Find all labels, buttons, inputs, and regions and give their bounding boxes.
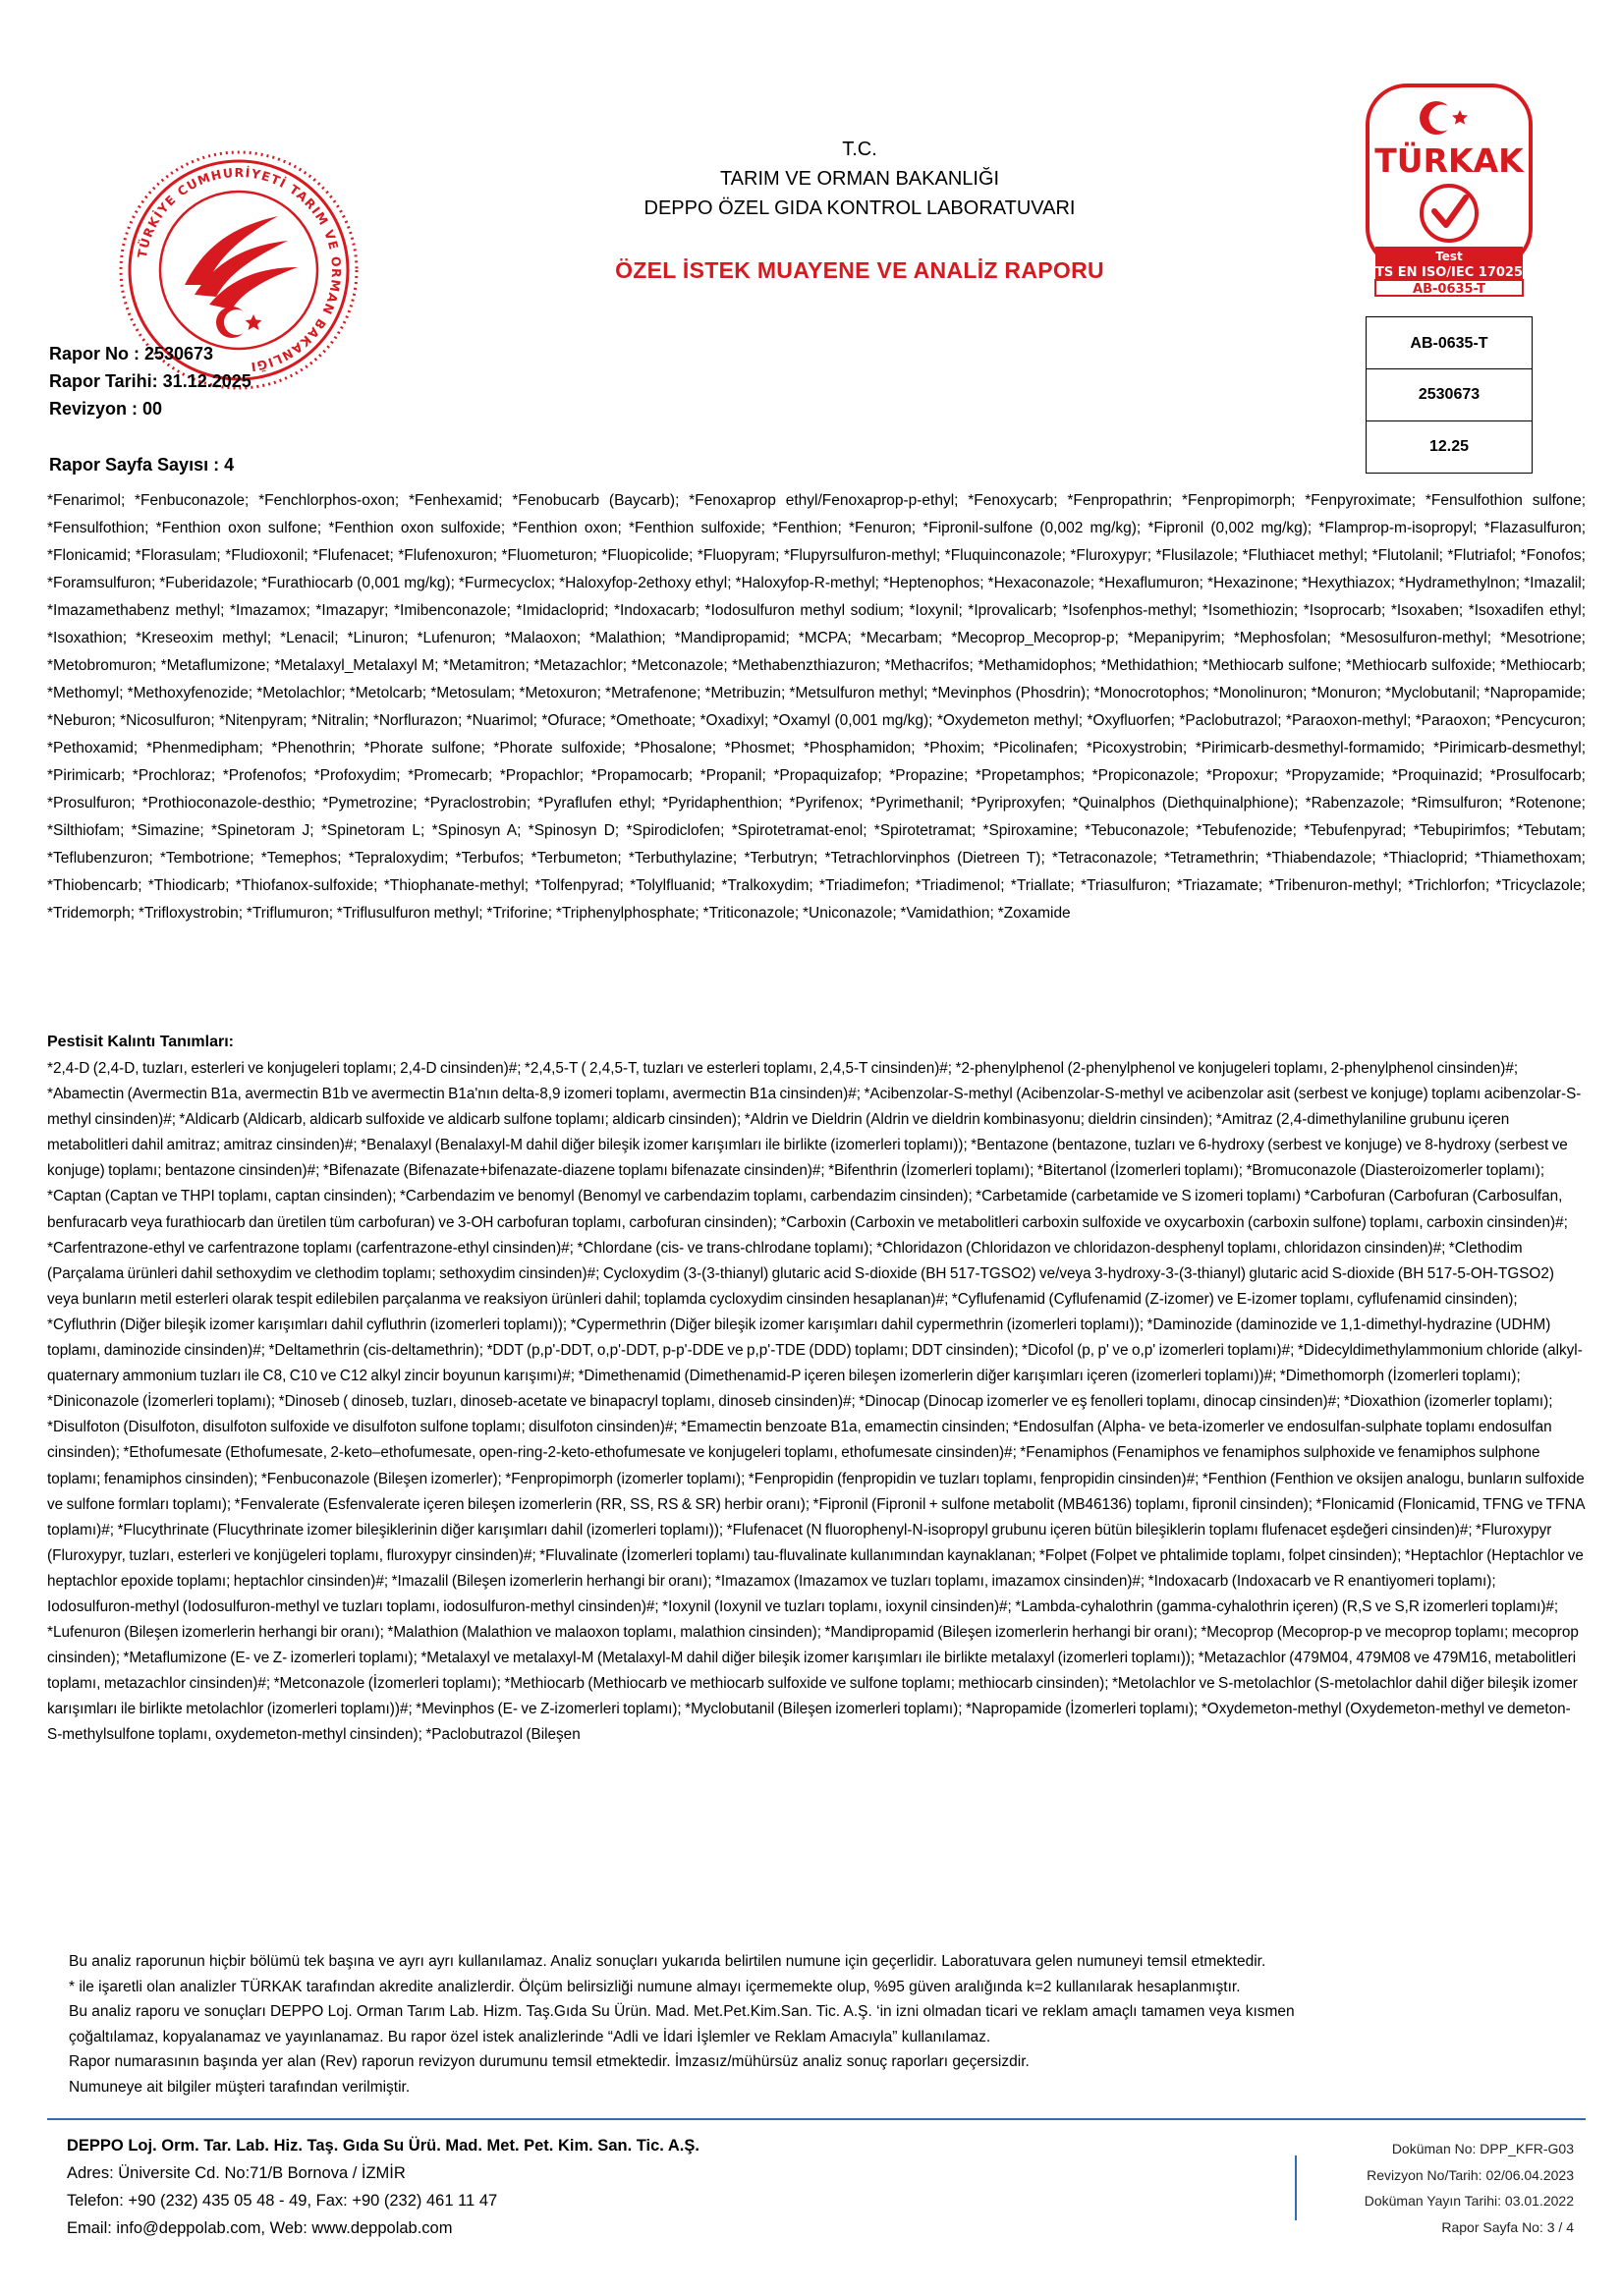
report-notes [69,1949,1582,2100]
footer-address: Adres: Üniversite Cd. No:71/B Bornova / İZMİR [67,2164,406,2182]
svg-text:TS EN ISO/IEC 17025: TS EN ISO/IEC 17025 [1374,265,1524,280]
report-date: Rapor Tarihi: 31.12.2025 [49,371,252,391]
accreditation-code-box: AB-0635-T [1366,316,1533,369]
turkak-accreditation-logo [1366,84,1533,308]
footer-email: Email: info@deppolab.com, Web: www.deppolab.com [67,2219,453,2237]
footer-publish-date: Doküman Yayın Tarihi: 03.01.2022 [1364,2193,1574,2209]
footer-page-number: Rapor Sayfa No: 3 / 4 [1441,2218,1574,2235]
pesticide-list: *Fenarimol; *Fenbuconazole; *Fenchlorphos-oxon; *Fenhexamid; *Fenobucarb (Baycarb); *Fenoxaprop ethyl/Fenoxaprop-p-ethyl; *Fenoxycarb; *Fenpropathrin; *Fenpropimorph; *Fenpyroximate; *Fensulfothion sulfone; *Fensulfothion; *Fenthion oxon sulfone; *Fenthion oxon sulfoxide; *Fenthion oxon; *Fenthion sulfoxide; *Fenthion; *Fenuron; *Fipronil-sulfone (0,002 mg/kg); *Fipronil (0,002 mg/kg); *Flamprop-m-isopropyl; *Flazasulfuron; *Flonicamid; *Florasulam; *Fludioxonil; *Flufenacet; *Flufenoxuron; *Fluometuron; *Fluopicolide; *Fluopyram; *Flupyrsulfuron-methyl; *Fluquinconazole; *Fluroxypyr; *Flusilazole; *Fluthiacet methyl; *Flutolanil; *Flutriafol; *Fonofos; *Foramsulfuron; *Fuberidazole; *Furathiocarb (0,001 mg/kg); *Furmecyclox; *Haloxyfop-2ethoxy ethyl; *Haloxyfop-R-methyl; *Heptenophos; *Hexaconazole; *Hexaflumuron; *Hexazinone; *Hexythiazox; *Hydramethylnon; *Imazalil; *Imazamethabenz methyl; *Imazamox; *Imazapyr; *Imibenconazole; *Imidacloprid; *Indoxacarb; *Iodosulfuron methyl sodium; *Ioxynil; *Iprovalicarb; *Isofenphos-methyl; *Isomethiozin; *Isoprocarb; *Isoxaben; *Isoxadifen ethyl; *Isoxathion; *Kreseoxim methyl; *Lenacil; *Linuron; *Lufenuron; *Malaoxon; *Malathion; *Mandipropamid; *MCPA; *Mecarbam; *Mecoprop_Mecoprop-p; *Mepanipyrim; *Mephosfolan; *Mesosulfuron-methyl; *Mesotrione; *Metobromuron; *Metaflumizone; *Metalaxyl_Metalaxyl M; *Metamitron; *Metazachlor; *Metconazole; *Methabenzthiazuron; *Methacrifos; *Methamidophos; *Methidathion; *Methiocarb sulfone; *Methiocarb sulfoxide; *Methiocarb; *Methomyl; *Methoxyfenozide; *Metolachlor; *Metolcarb; *Metosulam; *Metoxuron; *Metrafenone; *Metribuzin; *Metsulfuron methyl; *Mevinphos (Phosdrin); *Monocrotophos; *Monolinuron; *Monuron; *Myclobutanil; *Napropamide; *Neburon; *Nicosulfuron; *Nitenpyram; *Nitralin; *Norflurazon; *Nuarimol; *Ofurace; *Omethoate; *Oxadixyl; *Oxamyl (0,001 mg/kg); *Oxydemeton methyl; *Oxyfluorfen; *Paclobutrazol; *Paraoxon-methyl; *Paraoxon; *Pencycuron; *Pethoxamid; *Phenmedipham; *Phenothrin; *Phorate sulfone; *Phorate sulfoxide; *Phosalone; *Phosmet; *Phosphamidon; *Phoxim; *Picolinafen; *Picoxystrobin; *Pirimicarb-desmethyl-formamido; *Pirimicarb-desmethyl; *Pirimicarb; *Prochloraz; *Profenofos; *Profoxydim; *Promecarb; *Propachlor; *Propamocarb; *Propanil; *Propaquizafop; *Propazine; *Propetamphos; *Propiconazole; *Propoxur; *Propyzamide; *Proquinazid; *Prosulfocarb; *Prosulfuron; *Prothioconazole-desthio; *Pymetrozine; *Pyraclostrobin; *Pyraflufen ethyl; *Pyridaphenthion; *Pyrifenox; *Pyrimethanil; *Pyriproxyfen; *Quinalphos (Diethquinalphione); *Rabenzazole; *Rimsulfuron; *Rotenone; *Silthiofam; *Simazine; *Spinetoram J; *Spinetoram L; *Spinosyn A; *Spinosyn D; *Spirodiclofen; *Spirotetramat-enol; *Spirotetramat; *Spiroxamine; *Tebuconazole; *Tebufenozide; *Tebufenpyrad; *Tebupirimfos; *Tebutam; *Teflubenzuron; *Tembotrione; *Temephos; *Tepraloxydim; *Terbufos; *Terbumeton; *Terbuthylazine; *Terbutryn; *Tetrachlorvinphos (Dietreen T); *Tetraconazole; *Tetramethrin; *Thiabendazole; *Thiacloprid; *Thiamethoxam; *Thiobencarb; *Thiodicarb; *Thiofanox-sulfoxide; *Thiophanate-methyl; *Tolfenpyrad; *Tolylfluanid; *Tralkoxydim; *Triadimefon; *Triadimenol; *Triallate; *Triasulfuron; *Triazamate; *Tribenuron-methyl; *Trichlorfon; *Tricyclazole; *Tridemorph; *Trifloxystrobin; *Triflumuron; *Triflusulfuron methyl; *Triforine; *Triphenylphosphate; *Triticonazole; *Uniconazole; *Vamidathion; *Zoxamide [47,492,1586,922]
footer-company-info [67,2132,699,2242]
note-line: Rapor numarasının başında yer alan (Rev) raporun revizyon durumunu temsil etmektedir. İmzasız/mühürsüz analiz sonuç raporları geçersizdir. [69,2053,1030,2070]
svg-text:AB-0635-T: AB-0635-T [1413,282,1485,297]
footer-phone: Telefon: +90 (232) 435 05 48 - 49, Fax: +90 (232) 461 11 47 [67,2192,498,2210]
note-line: çoğaltılamaz, kopyalanamaz ve yayınlanamaz. Bu rapor özel istek analizlerinde “Adli ve İdari İşlemler ve Reklam Amacıyla” kullanılamaz. [69,2028,991,2045]
note-line: Numuneye ait bilgiler müşteri tarafından verilmiştir. [69,2078,411,2096]
definitions-text: *2,4-D (2,4-D, tuzları, esterleri ve konjugeleri toplamı; 2,4-D cinsinden)#; *2,4,5-T ( 2,4,5-T, tuzları ve esterleri toplamı, 2,4,5-T cinsinden)#; *2-phenylphenol (2-phenylphenol ve konjugeleri toplamı, 2-phenylphenol cinsinden)#; *Abamectin (Avermectin B1a, avermectin B1b ve avermectin B1a'nın delta-8,9 izomeri toplamı, avermectin B1a cinsinden)#; *Acibenzolar-S-methyl (Acibenzolar-S-methyl ve acibenzolar asit (serbest ve konjuge) toplamı acibenzolar-S-methyl cinsinden)#; *Aldicarb (Aldicarb, aldicarb sulfoxide ve aldicarb sulfone toplamı; aldicarb cinsinden); *Aldrin ve Dieldrin (Aldrin ve dieldrin kombinasyonu; dieldrin cinsinden); *Amitraz (2,4-dimethylaniline grubunu içeren metabolitleri dahil amitraz; amitraz cinsinden)#; *Benalaxyl (Benalaxyl-M dahil diğer bileşik izomer karışımları ile birlikte (izomerleri toplamı)); *Bentazone (bentazone, tuzları ve 6-hydroxy (serbest ve konjuge) ve 8-hydroxy (serbest ve konjuge) toplamı; bentazone cinsinden)#; *Bifenazate (Bifenazate+bifenazate-diazene toplamı bifenazate cinsinden)#; *Bifenthrin (İzomerleri toplamı); *Bitertanol (İzomerleri toplamı); *Bromuconazole (Diasteroizomerler toplamı); *Captan (Captan ve THPI toplamı, captan cinsinden); *Carbendazim ve benomyl (Benomyl ve carbendazim toplamı, carbendazim cinsinden); *Carbetamide (carbetamide ve S izomeri toplamı) *Carbofuran (Carbofuran (Carbosulfan, benfuracarb veya furathiocarb dan üretilen tüm carbofuran) ve 3-OH carbofuran toplamı, carbofuran cinsinden); *Carboxin (Carboxin ve metabolitleri carboxin sulfoxide ve oxycarboxin (carboxin sulfone) toplamı, carboxin cinsinden)#; *Carfentrazone-ethyl ve carfentrazone toplamı (carfentrazone-ethyl cinsinden)#; *Chlordane (cis- ve trans-chlrodane toplamı); *Chloridazon (Chloridazon ve chloridazon-desphenyl toplamı, chloridazon cinsinden)#; *Clethodim (Parçalama ürünleri dahil sethoxydim ve clethodim toplamı; sethoxydim cinsinden)#; Cycloxydim (3-(3-thianyl) glutaric acid S-dioxide (BH 517-TGSO2) ve/veya 3-hydroxy-3-(3-thianyl) glutaric acid S-dioxide (BH 517-5-OH-TGSO2) veya bunların metil esterleri olarak tespit edilebilen parçalanma ve reaksiyon ürünleri dahil; toplamda cycloxydim cinsinden hesaplanan)#; *Cyflufenamid (Cyflufenamid (Z-izomer) ve E-izomer toplamı, cyflufenamid cinsinden); *Cyfluthrin (Diğer bileşik izomer karışımları dahil cyfluthrin (izomerleri toplamı)); *Cypermethrin (Diğer bileşik izomer karışımları dahil cypermethrin (izomerleri toplamı)); *Daminozide (daminozide ve 1,1-dimethyl-hydrazine (UDHM) toplamı, daminozide cinsinden)#; *Deltamethrin (cis-deltamethrin); *DDT (p,p'-DDT, o,p'-DDT, p-p'-DDE ve p,p'-TDE (DDD) toplamı; DDT cinsinden); *Dicofol (p, p' ve o,p' izomerleri toplamı)#; *Didecyldimethylammonium chloride (alkyl-quaternary ammonium tuzları ile C8, C10 ve C12 alkyl zincir boyunun karışımı)#; *Dimethenamid (Dimethenamid-P içeren bileşen izomerlerin diğer karışımları içeren (izomerleri toplamı))#; *Dimethomorph (İzomerleri toplamı); *Diniconazole (İzomerleri toplamı); *Dinoseb ( dinoseb, tuzları, dinoseb-acetate ve binapacryl toplamı, dinoseb cinsinden)#; *Dinocap (Dinocap izomerler ve eş fenolleri toplamı, dinocap cinsinden)#; *Dioxathion (izomerler toplamı); *Disulfoton (Disulfoton, disulfoton sulfoxide ve disulfoton sulfone toplamı; disulfoton cinsinden)#; *Emamectin benzoate B1a, emamectin cinsinden; *Endosulfan (Alpha- ve beta-izomerler ve endosulfan-sulphate toplamı endosulfan cinsinden); *Ethofumesate (Ethofumesate, 2-keto–ethofumesate, open-ring-2-keto-ethofumesate ve konjugeleri toplamı, ethofumesate cinsinden)#; *Fenamiphos (Fenamiphos ve fenamiphos sulphoxide ve fenamiphos sulphone toplamı; fenamiphos cinsinden); *Fenbuconazole (Bileşen izomerler); *Fenpropimorph (izomerler toplamı); *Fenpropidin (fenpropidin ve tuzları toplamı, fenpropidin cinsinden)#; *Fenthion (Fenthion ve oksijen analogu, bunların sulfoxide ve sulfone formları toplamı); *Fenvalerate (Esfenvalerate içeren bileşen izomerlerin (RR, SS, RS & SR) herbir oranı); *Fipronil (Fipronil + sulfone metabolit (MB46136) toplamı, fipronil cinsinden); *Flonicamid (Flonicamid, TFNG ve TFNA toplamı)#; *Flucythrinate (Flucythrinate izomer bileşiklerinin diğer karışımları dahil (izomerleri toplamı)); *Flufenacet (N fluorophenyl-N-isopropyl grubunu içeren bütün bileşiklerin toplamı flufenacet eşdeğeri cinsinden)#; *Fluroxypyr (Fluroxypyr, tuzları, esterleri ve konjügeleri toplamı, fluroxypyr cinsinden)#; *Fluvalinate (İzomerleri toplamı) tau-fluvalinate kullanımından kaynaklanan; *Folpet (Folpet ve phtalimide toplamı, folpet cinsinden); *Heptachlor (Heptachlor ve heptachlor epoxide toplamı; heptachlor cinsinden)#; *Imazalil (Bileşen izomerlerin herhangi bir oranı); *Imazamox (Imazamox ve tuzları toplamı, imazamox cinsinden)#; *Indoxacarb (Indoxacarb ve R enantiyomeri toplamı); Iodosulfuron-methyl (Iodosulfuron-methyl ve tuzları toplamı, iodosulfuron-methyl cinsinden)#; *Ioxynil (Ioxynil ve tuzları toplamı, ioxynil cinsinden)#; *Lambda-cyhalothrin (gamma-cyhalothrin içeren) (R,S ve S,R izomerleri toplamı)#; *Lufenuron (Bileşen izomerlerin herhangi bir oranı); *Malathion (Malathion ve malaoxon toplamı, malathion cinsinden); *Mandipropamid (Bileşen izomerlerin herhangi bir oranı); *Mecoprop (Mecoprop-p ve mecoprop toplamı; mecoprop cinsinden); *Metaflumizone (E- ve Z- izomerleri toplamı); *Metalaxyl ve metalaxyl-M (Metalaxyl-M dahil diğer bileşik izomer karışımları ile birlikte metalaxyl (izomerleri toplamı)); *Metazachlor (479M04, 479M08 ve 479M16, metabolitleri toplamı, metazachlor cinsinden)#; *Metconazole (İzomerleri toplamı); *Methiocarb (Methiocarb ve methiocarb sulfoxide ve sulfone toplamı; methiocarb cinsinden); *Metolachlor ve S-metolachlor (S-metolachlor dahil diğer bileşik izomer karışımları ile birlikte metolachlor (izomerleri toplamı))#; *Mevinphos (E- ve Z-izomerleri toplamı); *Myclobutanil (Bileşen izomerleri toplamı); *Napropamide (İzomerleri toplamı); *Oxydemeton-methyl (Oxydemeton-methyl ve demeton-S-methylsulfone toplamı, oxydemeton-methyl cinsinden); *Paclobutrazol (Bileşen [47,1060,1585,1744]
footer-revision: Revizyon No/Tarih: 02/06.04.2023 [1367,2166,1574,2183]
footer-divider [47,2118,1586,2120]
svg-text:Test: Test [1435,250,1463,263]
svg-text:TÜRKAK: TÜRKAK [1374,141,1524,180]
footer-company-name: DEPPO Loj. Orm. Tar. Lab. Hiz. Taş. Gıda Su Ürü. Mad. Met. Pet. Kim. San. Tic. A.Ş. [67,2137,699,2155]
report-page-count: Rapor Sayfa Sayısı : 4 [49,455,235,475]
svg-text:TÜRKİYE CUMHURİYETİ TARIM VE O: TÜRKİYE CUMHURİYETİ TARIM VE ORMAN BAKANLIĞI [134,164,345,375]
footer-vertical-divider [1295,2156,1297,2220]
report-number-box: 2530673 [1366,368,1533,421]
report-month-box: 12.25 [1366,420,1533,474]
report-number: Rapor No : 2530673 [49,344,214,364]
report-title: ÖZEL İSTEK MUAYENE VE ANALİZ RAPORU [615,257,1104,283]
note-line: Bu analiz raporu ve sonuçları DEPPO Loj. Orman Tarım Lab. Hizm. Taş.Gıda Su Ürün. Mad. Met.Pet.Kim.San. Tic. A.Ş. ‘in izni olmadan ticari ve reklam amaçlı tamamen veya kısmen [69,2003,1295,2020]
footer-document-info [1365,2136,1574,2240]
footer-doc-no: Doküman No: DPP_KFR-G03 [1391,2141,1574,2156]
header-laboratory: DEPPO ÖZEL GIDA KONTROL LABORATUVARI [643,197,1076,219]
definitions-title: Pestisit Kalıntı Tanımları: [47,1034,234,1050]
header-ministry: TARIM VE ORMAN BAKANLIĞI [719,168,1000,190]
report-revision: Revizyon : 00 [49,399,163,419]
note-line: * ile işaretli olan analizler TÜRKAK tarafından akredite analizlerdir. Ölçüm belirsizliği numune almayı içermemekte olup, %95 güven aralığında k=2 kullanılarak hesaplanmıştır. [69,1978,1241,1995]
note-line: Bu analiz raporunun hiçbir bölümü tek başına ve ayrı ayrı kullanılamaz. Analiz sonuçları yukarıda belirtilen numune için geçerlidir. Laboratuvara gelen numuneyi temsil etmektedir. [69,1953,1266,1970]
header-country: T.C. [842,139,877,160]
